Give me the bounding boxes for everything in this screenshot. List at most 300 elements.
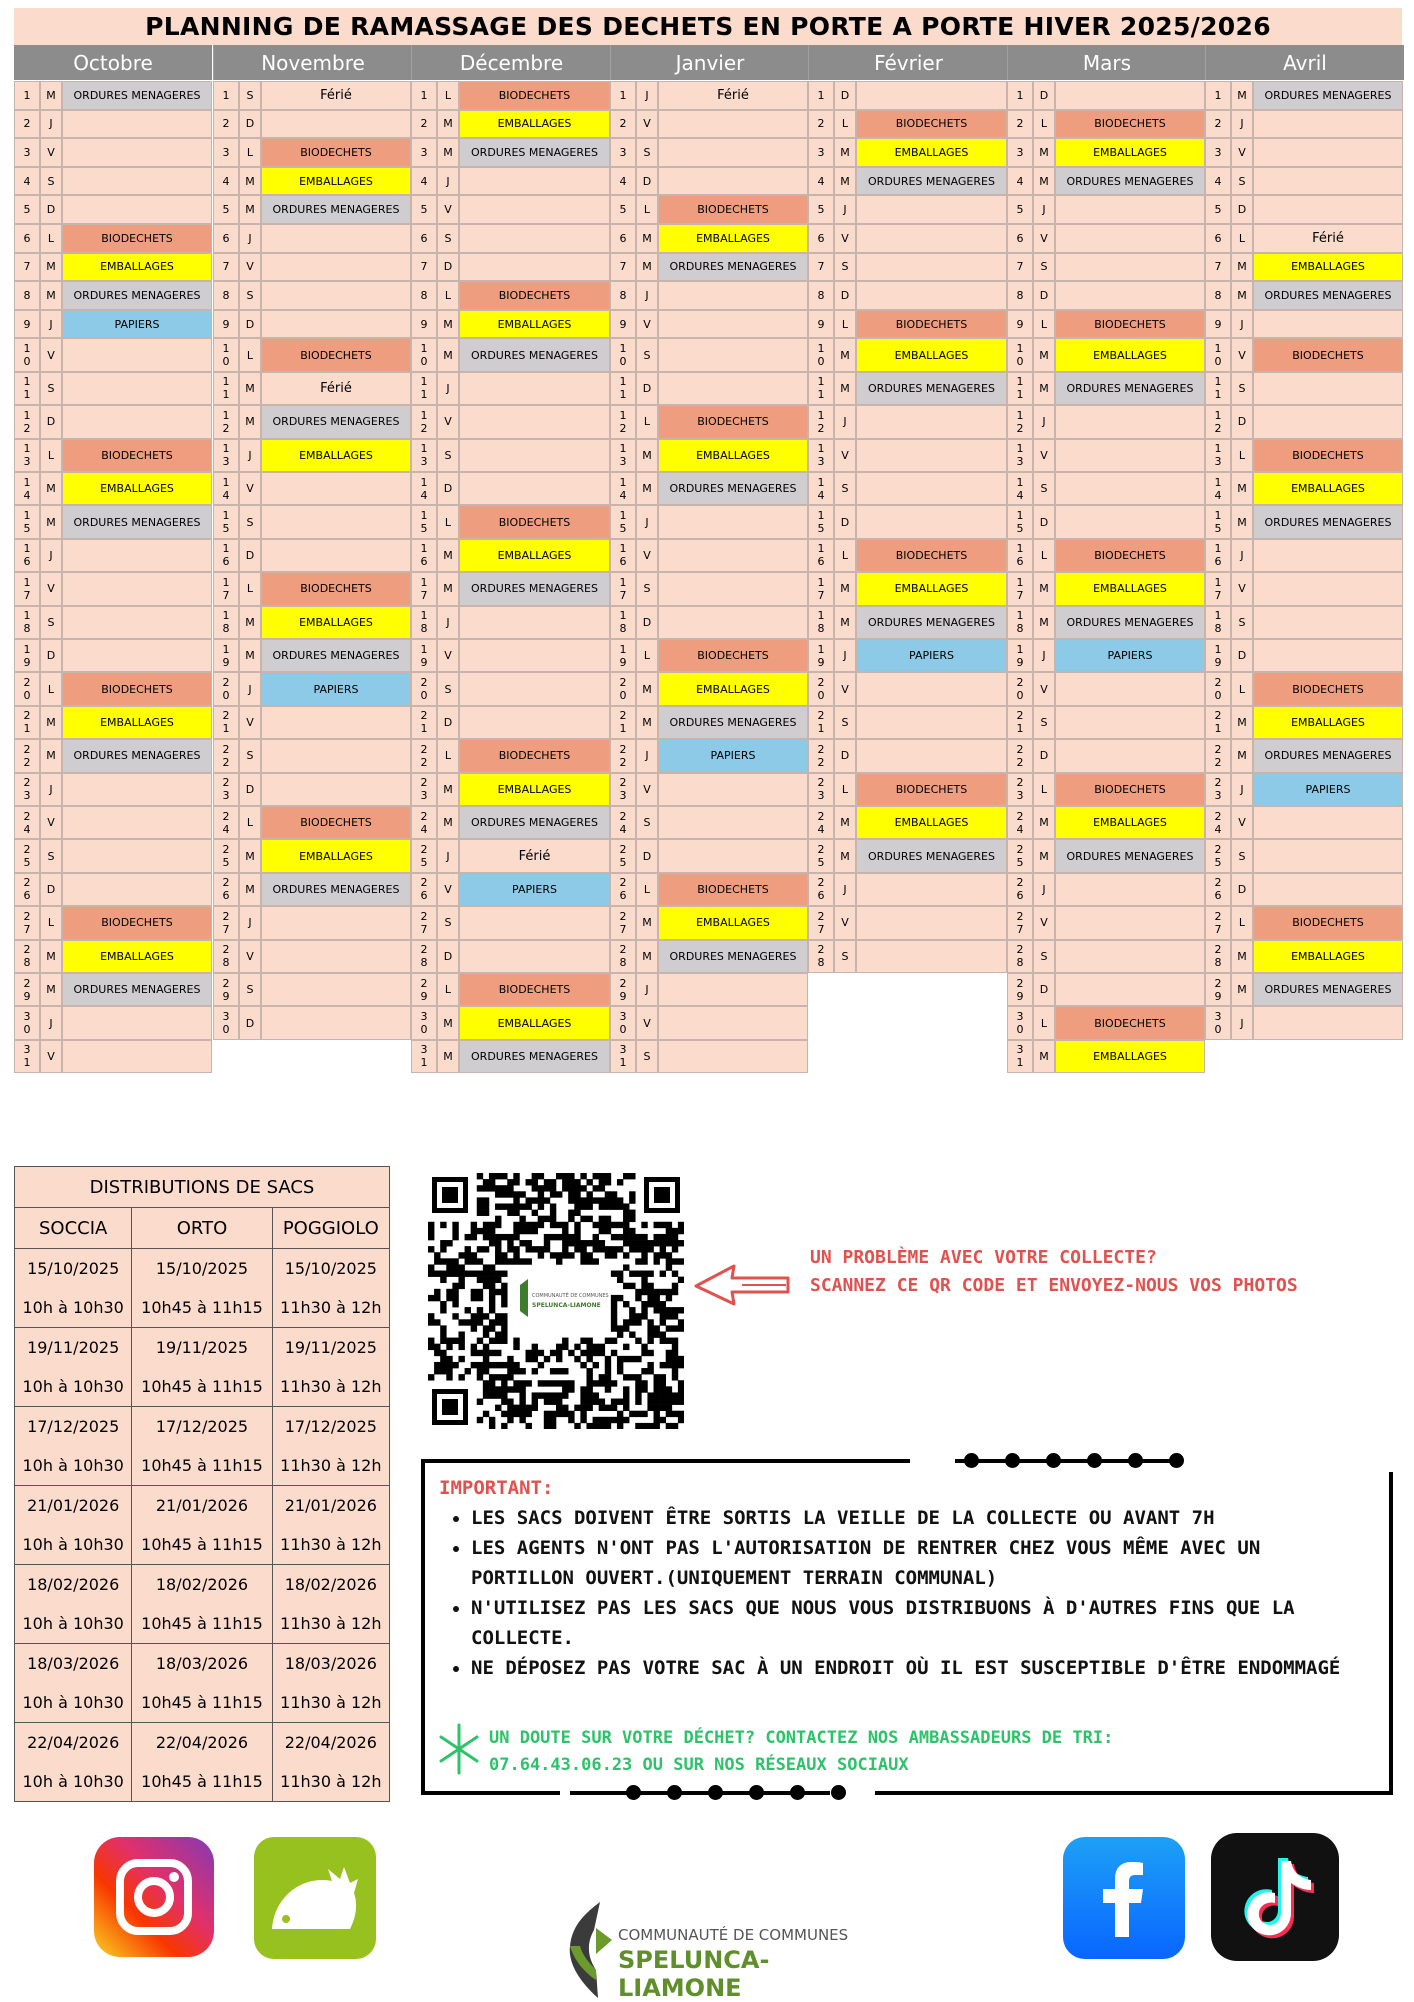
collection-cell xyxy=(62,405,212,438)
day-number: 1 4 xyxy=(610,472,636,505)
day-number: 7 xyxy=(14,253,40,282)
month-header-février: Février xyxy=(808,45,1008,80)
day-number: 1 6 xyxy=(411,539,437,572)
day-number: 2 8 xyxy=(14,940,40,973)
collection-cell: ORDURES MENAGERES xyxy=(62,739,212,772)
collection-cell xyxy=(1253,606,1403,639)
day-number: 1 9 xyxy=(411,639,437,672)
day-number: 2 1 xyxy=(808,706,834,739)
day-number: 1 8 xyxy=(411,606,437,639)
collection-cell xyxy=(1055,672,1205,705)
day-number: 1 5 xyxy=(411,505,437,538)
contact-text xyxy=(489,1725,1113,1779)
day-number: 1 0 xyxy=(1007,338,1033,371)
weekday-letter: J xyxy=(437,167,459,196)
dot xyxy=(749,1785,764,1800)
tiktok-icon[interactable] xyxy=(1211,1833,1339,1961)
day-number: 4 xyxy=(808,167,834,196)
distribution-rows xyxy=(15,1249,390,1802)
collection-cell xyxy=(856,672,1007,705)
collection-cell: EMBALLAGES xyxy=(1055,138,1205,167)
weekday-letter: M xyxy=(636,906,658,939)
collection-cell xyxy=(658,606,808,639)
weekday-letter: L xyxy=(40,439,62,472)
dot xyxy=(667,1785,682,1800)
weekday-letter: S xyxy=(437,672,459,705)
divider xyxy=(910,1450,955,1472)
collection-cell: ORDURES MENAGERES xyxy=(856,372,1007,405)
collection-cell xyxy=(658,973,808,1006)
weekday-letter: S xyxy=(239,973,261,1006)
day-number: 1 xyxy=(808,81,834,110)
day-number: 7 xyxy=(213,253,239,282)
day-number: 9 xyxy=(1205,310,1231,339)
weekday-letter: D xyxy=(1231,639,1253,672)
day-number: 2 3 xyxy=(1007,773,1033,806)
weekday-letter: L xyxy=(437,505,459,538)
day-number: 2 3 xyxy=(14,773,40,806)
weekday-letter: J xyxy=(437,606,459,639)
weekday-letter: M xyxy=(437,338,459,371)
collection-cell: EMBALLAGES xyxy=(459,110,610,139)
collection-cell: EMBALLAGES xyxy=(62,472,212,505)
spelunca-logo-icon xyxy=(560,1900,614,2000)
distribution-time: 10h à 10h30 xyxy=(15,1604,132,1644)
collection-cell xyxy=(1055,472,1205,505)
day-number: 6 xyxy=(14,224,40,253)
weekday-letter: D xyxy=(1231,873,1253,906)
weekday-letter: M xyxy=(834,372,856,405)
day-number: 3 0 xyxy=(213,1006,239,1039)
weekday-letter: D xyxy=(40,873,62,906)
collection-cell: EMBALLAGES xyxy=(658,439,808,472)
day-number: 2 xyxy=(1205,110,1231,139)
weekday-letter: V xyxy=(636,1006,658,1039)
distribution-date: 17/12/2025 xyxy=(15,1407,132,1447)
distribution-date: 19/11/2025 xyxy=(272,1328,389,1368)
collection-cell: ORDURES MENAGERES xyxy=(62,505,212,538)
weekday-letter: V xyxy=(40,1040,62,1073)
day-number: 1 0 xyxy=(610,338,636,371)
collection-cell xyxy=(1055,973,1205,1006)
distribution-date: 17/12/2025 xyxy=(132,1407,272,1447)
collection-cell: EMBALLAGES xyxy=(856,572,1007,605)
collection-cell: EMBALLAGES xyxy=(1253,940,1403,973)
day-number: 2 7 xyxy=(1007,906,1033,939)
day-number: 1 7 xyxy=(14,572,40,605)
weekday-letter: M xyxy=(437,572,459,605)
day-number: 2 6 xyxy=(610,873,636,906)
weekday-letter: S xyxy=(437,439,459,472)
collection-cell xyxy=(856,281,1007,310)
collection-cell xyxy=(261,773,411,806)
weekday-letter: J xyxy=(1231,1006,1253,1039)
dot xyxy=(1046,1453,1061,1468)
day-number: 2 3 xyxy=(213,773,239,806)
day-number: 7 xyxy=(1205,253,1231,282)
day-number: 2 4 xyxy=(1205,806,1231,839)
collection-cell: ORDURES MENAGERES xyxy=(658,253,808,282)
collection-cell xyxy=(1055,195,1205,224)
collection-cell xyxy=(62,372,212,405)
day-number: 4 xyxy=(1205,167,1231,196)
dot xyxy=(1128,1453,1143,1468)
collection-cell: ORDURES MENAGERES xyxy=(1055,606,1205,639)
weekday-letter: S xyxy=(40,167,62,196)
day-number: 1 xyxy=(14,81,40,110)
weekday-letter: M xyxy=(1231,281,1253,310)
collection-cell: BIODECHETS xyxy=(459,81,610,110)
collection-cell xyxy=(62,195,212,224)
collection-cell: EMBALLAGES xyxy=(261,606,411,639)
day-number: 2 5 xyxy=(1007,839,1033,872)
collection-cell: PAPIERS xyxy=(658,739,808,772)
distribution-date: 22/04/2026 xyxy=(132,1723,272,1763)
collection-cell: PAPIERS xyxy=(459,873,610,906)
collection-cell: PAPIERS xyxy=(62,310,212,339)
collection-cell: Férié xyxy=(658,81,808,110)
weekday-letter: S xyxy=(40,839,62,872)
month-header-janvier: Janvier xyxy=(610,45,809,80)
weekday-letter: M xyxy=(437,539,459,572)
day-number: 8 xyxy=(1007,281,1033,310)
collection-cell xyxy=(658,1040,808,1073)
weekday-letter: J xyxy=(239,906,261,939)
day-number: 2 8 xyxy=(610,940,636,973)
weekday-letter: L xyxy=(1033,110,1055,139)
weekday-letter: M xyxy=(239,839,261,872)
distribution-time: 11h30 à 12h xyxy=(272,1288,389,1328)
collection-cell xyxy=(658,505,808,538)
weekday-letter: D xyxy=(834,739,856,772)
collection-cell xyxy=(658,167,808,196)
day-number: 3 xyxy=(14,138,40,167)
day-number: 3 0 xyxy=(14,1006,40,1039)
distribution-date: 22/04/2026 xyxy=(15,1723,132,1763)
collection-cell xyxy=(856,873,1007,906)
weekday-letter: J xyxy=(1231,539,1253,572)
weekday-letter: L xyxy=(636,873,658,906)
collection-cell: Férié xyxy=(459,839,610,872)
collection-cell: EMBALLAGES xyxy=(1253,472,1403,505)
day-number: 1 1 xyxy=(1205,372,1231,405)
collection-cell: BIODECHETS xyxy=(1253,439,1403,472)
day-number: 3 1 xyxy=(411,1040,437,1073)
collection-cell xyxy=(62,572,212,605)
collection-cell xyxy=(856,906,1007,939)
day-number: 1 1 xyxy=(808,372,834,405)
day-number: 1 1 xyxy=(1007,372,1033,405)
collection-cell: EMBALLAGES xyxy=(261,839,411,872)
day-number: 2 8 xyxy=(1007,940,1033,973)
day-number: 2 3 xyxy=(411,773,437,806)
important-item: • N'UTILISEZ PAS LES SACS QUE NOUS VOUS DISTRIBUONS À D'AUTRES FINS QUE LA COLLECTE. xyxy=(471,1593,1371,1653)
distribution-time: 10h à 10h30 xyxy=(15,1288,132,1328)
weekday-letter: M xyxy=(40,472,62,505)
column-header: POGGIOLO xyxy=(272,1208,389,1249)
day-number: 1 6 xyxy=(213,539,239,572)
hedgehog-app-icon[interactable] xyxy=(254,1837,376,1959)
weekday-letter: J xyxy=(834,405,856,438)
weekday-letter: S xyxy=(239,505,261,538)
distribution-date: 18/02/2026 xyxy=(15,1565,132,1605)
day-number: 2 7 xyxy=(213,906,239,939)
distribution-date: 18/02/2026 xyxy=(272,1565,389,1605)
collection-cell: BIODECHETS xyxy=(1253,672,1403,705)
weekday-letter: J xyxy=(239,672,261,705)
day-number: 6 xyxy=(213,224,239,253)
day-number: 2 7 xyxy=(411,906,437,939)
day-number: 8 xyxy=(808,281,834,310)
weekday-letter: L xyxy=(40,672,62,705)
dot xyxy=(790,1785,805,1800)
day-number: 2 2 xyxy=(411,739,437,772)
weekday-letter: D xyxy=(834,505,856,538)
qr-code[interactable] xyxy=(428,1173,684,1429)
day-number: 2 2 xyxy=(1007,739,1033,772)
collection-cell: BIODECHETS xyxy=(1055,539,1205,572)
distribution-time: 11h30 à 12h xyxy=(272,1367,389,1407)
day-number: 2 6 xyxy=(1205,873,1231,906)
important-item: • LES SACS DOIVENT ÊTRE SORTIS LA VEILLE DE LA COLLECTE OU AVANT 7H xyxy=(471,1503,1371,1533)
distribution-time: 10h45 à 11h15 xyxy=(132,1446,272,1486)
collection-cell: ORDURES MENAGERES xyxy=(261,405,411,438)
weekday-letter: D xyxy=(40,639,62,672)
weekday-letter: M xyxy=(636,472,658,505)
day-number: 4 xyxy=(610,167,636,196)
collection-cell xyxy=(856,81,1007,110)
weekday-letter: M xyxy=(437,773,459,806)
weekday-letter: M xyxy=(1033,806,1055,839)
weekday-letter: M xyxy=(239,167,261,196)
day-number: 1 3 xyxy=(213,439,239,472)
collection-cell xyxy=(1253,167,1403,196)
distribution-date: 15/10/2025 xyxy=(272,1249,389,1289)
day-number: 1 7 xyxy=(411,572,437,605)
day-number: 1 8 xyxy=(808,606,834,639)
weekday-letter: V xyxy=(1033,439,1055,472)
collection-cell xyxy=(459,372,610,405)
weekday-letter: V xyxy=(834,906,856,939)
collection-cell xyxy=(856,940,1007,973)
collection-cell: BIODECHETS xyxy=(1253,906,1403,939)
collection-cell: ORDURES MENAGERES xyxy=(62,81,212,110)
weekday-letter: V xyxy=(40,138,62,167)
weekday-letter: J xyxy=(40,1006,62,1039)
weekday-letter: V xyxy=(437,195,459,224)
collection-cell xyxy=(261,472,411,505)
weekday-letter: L xyxy=(1231,906,1253,939)
collection-cell: Férié xyxy=(261,372,411,405)
weekday-letter: M xyxy=(1033,839,1055,872)
collection-cell: BIODECHETS xyxy=(62,672,212,705)
distribution-date: 18/02/2026 xyxy=(132,1565,272,1605)
day-number: 2 8 xyxy=(1205,940,1231,973)
collection-cell xyxy=(1055,224,1205,253)
collection-cell xyxy=(658,110,808,139)
day-number: 2 8 xyxy=(411,940,437,973)
collection-cell xyxy=(1055,906,1205,939)
collection-cell xyxy=(1055,505,1205,538)
day-number: 1 xyxy=(1205,81,1231,110)
weekday-letter: V xyxy=(239,940,261,973)
day-number: 6 xyxy=(1205,224,1231,253)
day-number: 1 2 xyxy=(411,405,437,438)
weekday-letter: V xyxy=(1033,906,1055,939)
collection-cell: ORDURES MENAGERES xyxy=(62,281,212,310)
day-number: 1 4 xyxy=(14,472,40,505)
collection-cell xyxy=(856,405,1007,438)
day-number: 9 xyxy=(14,310,40,339)
weekday-letter: S xyxy=(1033,472,1055,505)
qr-alert-line1: UN PROBLÈME AVEC VOTRE COLLECTE? xyxy=(810,1247,1157,1268)
weekday-letter: M xyxy=(1231,253,1253,282)
footer-logo-line1: COMMUNAUTÉ DE COMMUNES xyxy=(618,1926,849,1944)
day-number: 2 6 xyxy=(14,873,40,906)
day-number: 1 5 xyxy=(213,505,239,538)
important-list xyxy=(447,1503,1371,1683)
weekday-letter: S xyxy=(1033,253,1055,282)
collection-cell: BIODECHETS xyxy=(658,405,808,438)
collection-cell xyxy=(261,505,411,538)
collection-cell: EMBALLAGES xyxy=(459,539,610,572)
collection-cell xyxy=(459,606,610,639)
collection-cell xyxy=(459,405,610,438)
month-header-mars: Mars xyxy=(1007,45,1206,80)
day-number: 2 2 xyxy=(213,739,239,772)
weekday-letter: D xyxy=(834,81,856,110)
day-number: 1 2 xyxy=(14,405,40,438)
collection-cell xyxy=(261,1006,411,1039)
collection-cell: EMBALLAGES xyxy=(261,439,411,472)
collection-cell xyxy=(658,310,808,339)
weekday-letter: M xyxy=(1033,167,1055,196)
weekday-letter: M xyxy=(239,405,261,438)
dot xyxy=(831,1785,846,1800)
distribution-time: 10h45 à 11h15 xyxy=(132,1762,272,1802)
day-number: 3 xyxy=(808,138,834,167)
day-number: 2 4 xyxy=(213,806,239,839)
collection-cell: BIODECHETS xyxy=(261,138,411,167)
day-number: 1 4 xyxy=(808,472,834,505)
day-number: 2 6 xyxy=(411,873,437,906)
collection-cell xyxy=(1253,372,1403,405)
weekday-letter: D xyxy=(834,281,856,310)
facebook-icon[interactable] xyxy=(1063,1837,1185,1959)
collection-cell: BIODECHETS xyxy=(856,310,1007,339)
collection-cell xyxy=(261,940,411,973)
day-number: 2 0 xyxy=(14,672,40,705)
collection-cell: BIODECHETS xyxy=(62,906,212,939)
weekday-letter: M xyxy=(1033,1040,1055,1073)
collection-cell: BIODECHETS xyxy=(658,195,808,224)
collection-cell: ORDURES MENAGERES xyxy=(1253,973,1403,1006)
distribution-time: 10h45 à 11h15 xyxy=(132,1288,272,1328)
day-number: 2 5 xyxy=(213,839,239,872)
day-number: 1 2 xyxy=(213,405,239,438)
collection-cell xyxy=(62,1040,212,1073)
day-number: 7 xyxy=(411,253,437,282)
weekday-letter: L xyxy=(1033,1006,1055,1039)
weekday-letter: D xyxy=(1033,81,1055,110)
collection-cell: ORDURES MENAGERES xyxy=(856,839,1007,872)
important-item: • LES AGENTS N'ONT PAS L'AUTORISATION DE RENTRER CHEZ VOUS MÊME AVEC UN PORTILLON OUVERT.(UNIQUEMENT TERRAIN COMMUNAL) xyxy=(471,1533,1371,1593)
collection-cell xyxy=(459,195,610,224)
weekday-letter: S xyxy=(239,739,261,772)
day-number: 1 5 xyxy=(1007,505,1033,538)
weekday-letter: J xyxy=(1231,110,1253,139)
day-number: 9 xyxy=(1007,310,1033,339)
weekday-letter: D xyxy=(437,706,459,739)
weekday-letter: M xyxy=(636,940,658,973)
day-number: 1 9 xyxy=(610,639,636,672)
collection-cell: ORDURES MENAGERES xyxy=(658,940,808,973)
collection-cell xyxy=(658,806,808,839)
weekday-letter: S xyxy=(834,253,856,282)
day-number: 3 xyxy=(610,138,636,167)
day-number: 3 0 xyxy=(411,1006,437,1039)
collection-cell xyxy=(1055,873,1205,906)
collection-cell: BIODECHETS xyxy=(459,973,610,1006)
weekday-letter: M xyxy=(437,138,459,167)
distribution-time: 10h à 10h30 xyxy=(15,1762,132,1802)
day-number: 2 6 xyxy=(808,873,834,906)
weekday-letter: M xyxy=(834,606,856,639)
month-header-novembre: Novembre xyxy=(213,45,412,80)
weekday-letter: J xyxy=(636,81,658,110)
weekday-letter: M xyxy=(834,572,856,605)
weekday-letter: L xyxy=(1033,310,1055,339)
day-number: 8 xyxy=(1205,281,1231,310)
day-number: 1 9 xyxy=(808,639,834,672)
day-number: 1 1 xyxy=(213,372,239,405)
day-number: 2 3 xyxy=(1205,773,1231,806)
weekday-letter: D xyxy=(1033,973,1055,1006)
important-item: • NE DÉPOSEZ PAS VOTRE SAC À UN ENDROIT OÙ IL EST SUSCEPTIBLE D'ÊTRE ENDOMMAGÉ xyxy=(471,1653,1371,1683)
weekday-letter: V xyxy=(834,439,856,472)
day-number: 1 8 xyxy=(14,606,40,639)
collection-cell: ORDURES MENAGERES xyxy=(459,1040,610,1073)
day-number: 1 6 xyxy=(1205,539,1231,572)
collection-cell xyxy=(459,940,610,973)
collection-cell: ORDURES MENAGERES xyxy=(1055,839,1205,872)
divider xyxy=(1180,1450,1393,1472)
instagram-icon[interactable] xyxy=(94,1837,214,1957)
collection-cell: EMBALLAGES xyxy=(856,138,1007,167)
collection-cell xyxy=(658,338,808,371)
dot xyxy=(708,1785,723,1800)
weekday-letter: V xyxy=(636,310,658,339)
collection-cell: EMBALLAGES xyxy=(658,672,808,705)
collection-cell xyxy=(62,873,212,906)
weekday-letter: L xyxy=(239,806,261,839)
distribution-time: 11h30 à 12h xyxy=(272,1525,389,1565)
weekday-letter: J xyxy=(40,773,62,806)
qr-logo-line2: SPELUNCA-LIAMONE xyxy=(532,1302,601,1309)
distribution-time: 11h30 à 12h xyxy=(272,1762,389,1802)
weekday-letter: V xyxy=(40,572,62,605)
day-number: 2 5 xyxy=(610,839,636,872)
weekday-letter: D xyxy=(1033,739,1055,772)
day-number: 2 9 xyxy=(610,973,636,1006)
day-number: 1 0 xyxy=(808,338,834,371)
collection-cell xyxy=(1055,253,1205,282)
collection-cell xyxy=(1055,281,1205,310)
day-number: 2 3 xyxy=(808,773,834,806)
day-number: 2 7 xyxy=(808,906,834,939)
collection-cell: ORDURES MENAGERES xyxy=(459,572,610,605)
weekday-letter: M xyxy=(1231,739,1253,772)
